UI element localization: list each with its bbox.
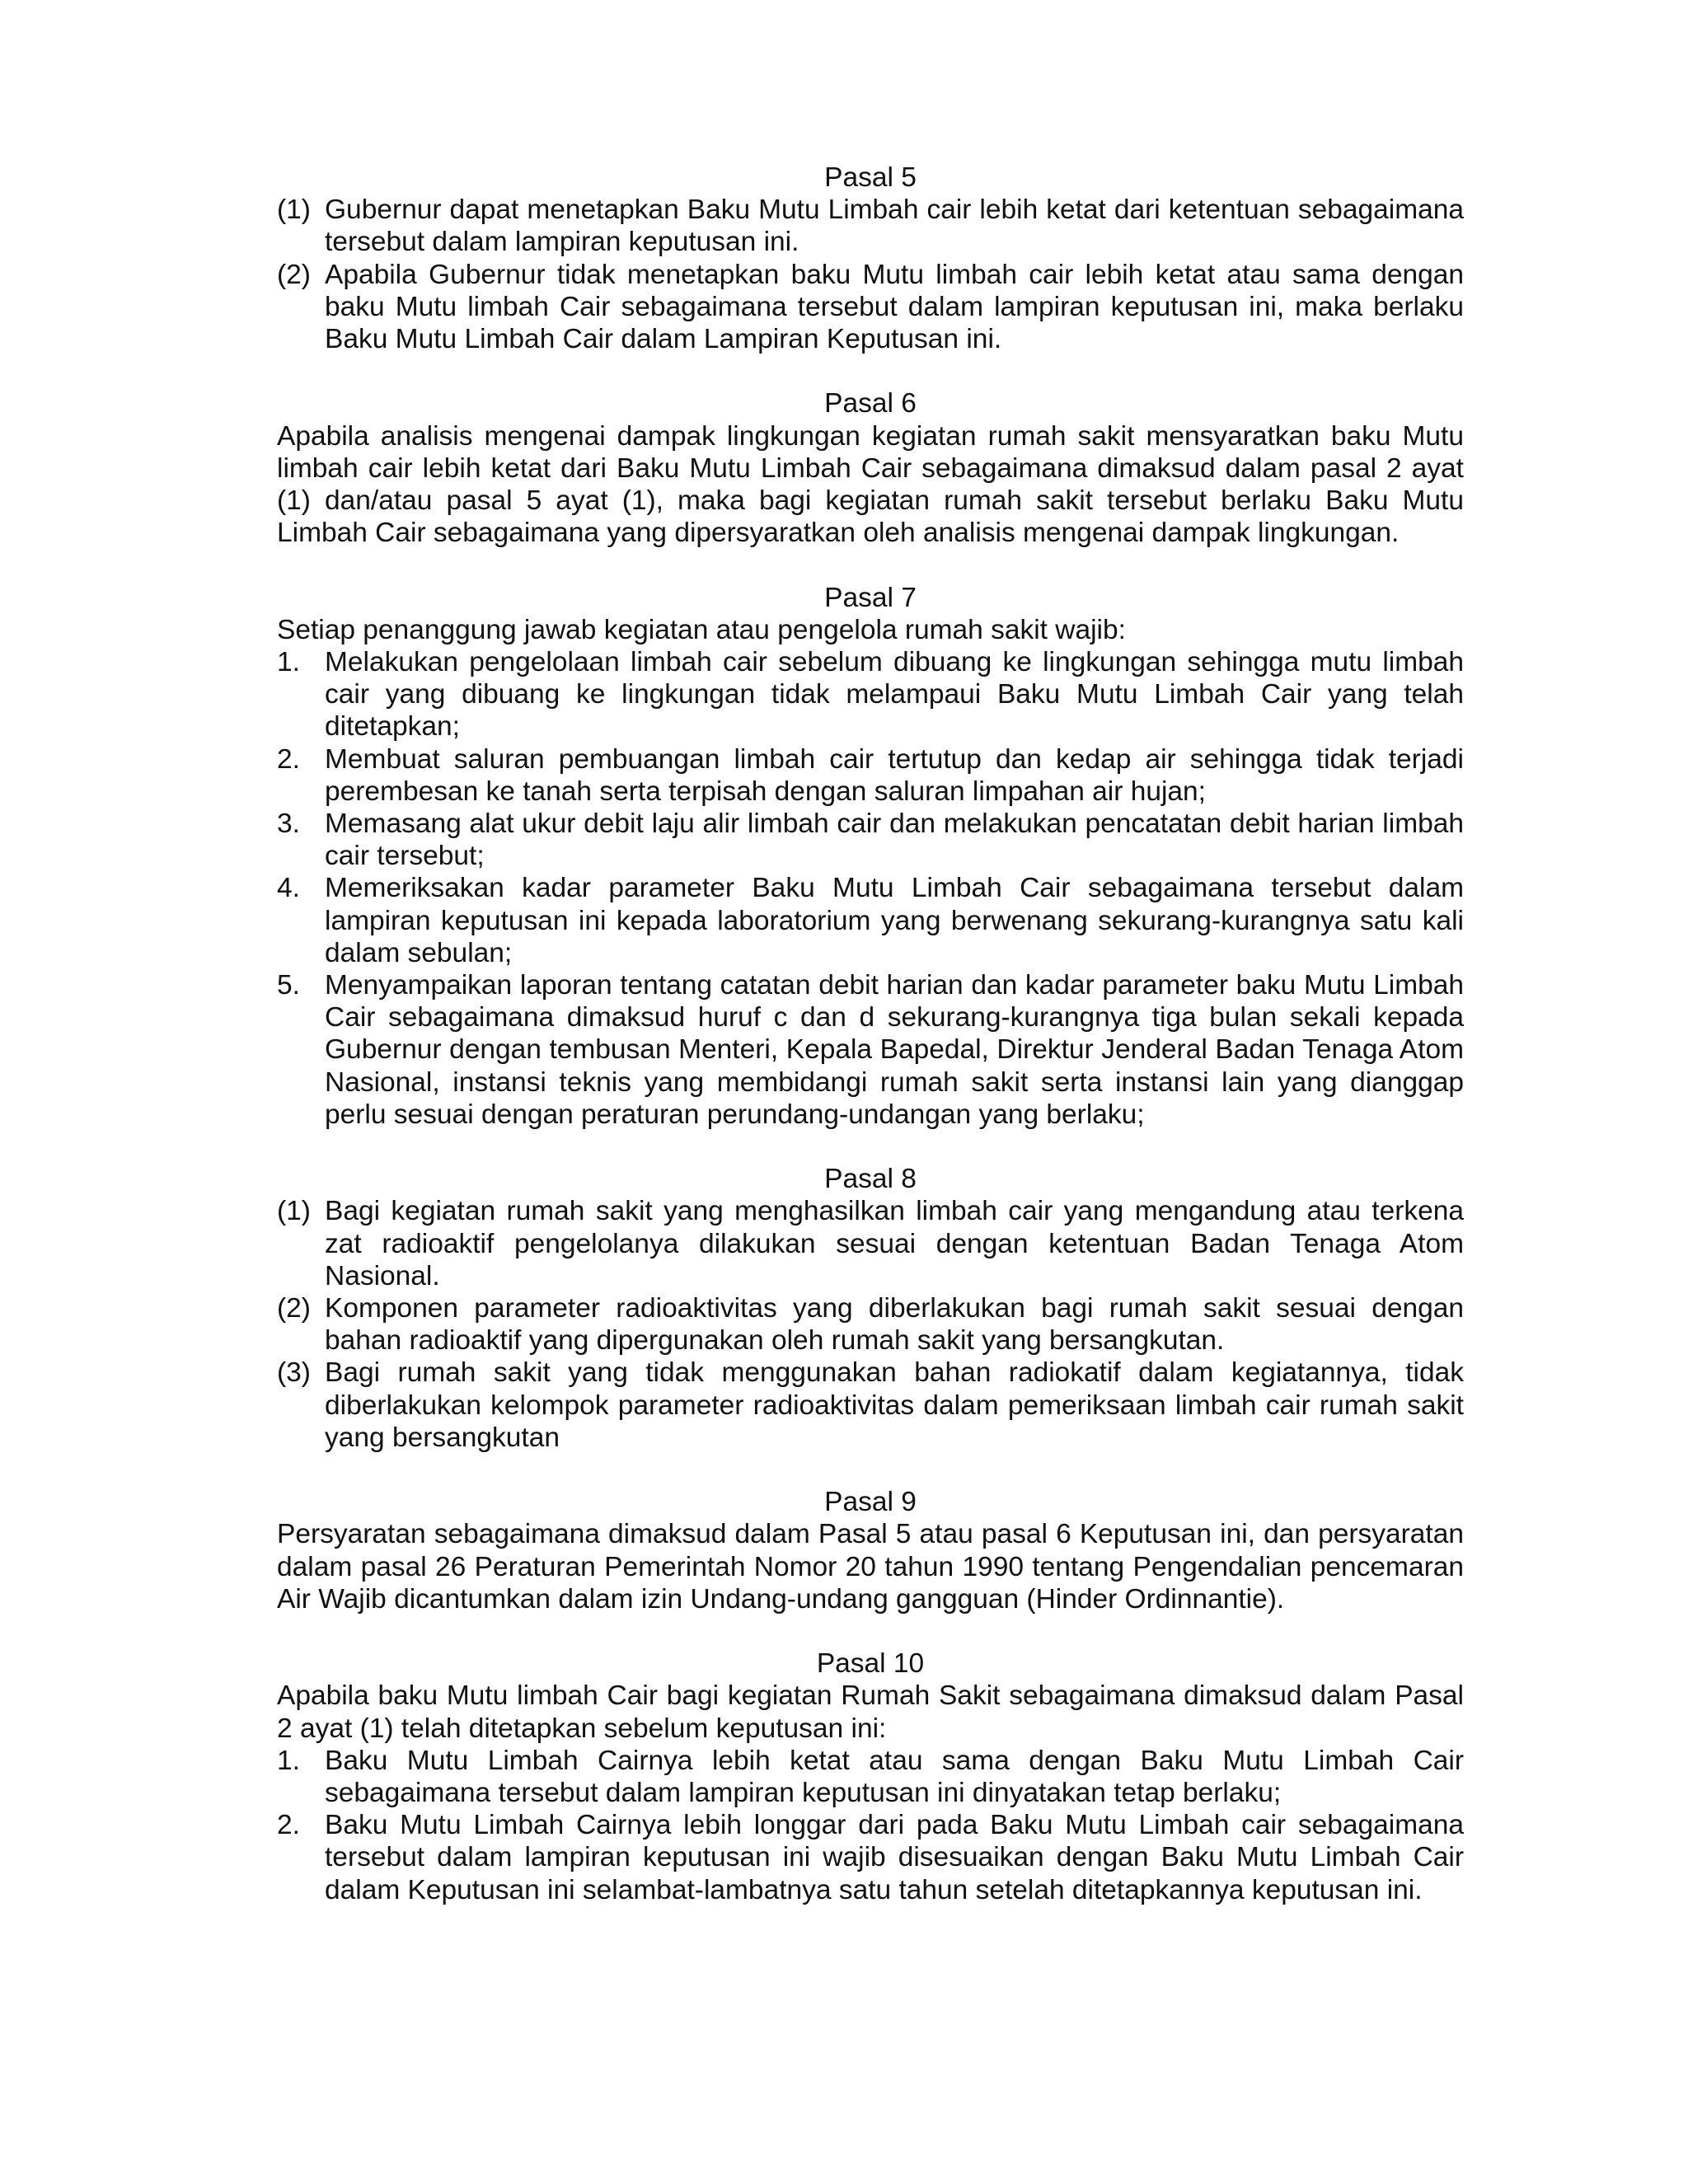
list-item: [277, 1195, 1464, 1292]
list-item: [277, 194, 1464, 258]
item-text: Komponen parameter radioaktivitas yang diberlakukan bagi rumah sakit sesuai dengan bahan radioaktif yang dipergunakan oleh rumah sakit yang bersangkutan.: [325, 1293, 1464, 1357]
article-5: [277, 162, 1464, 355]
item-number: (3): [277, 1357, 311, 1389]
article-6: [277, 387, 1464, 549]
item-number: 4.: [277, 873, 300, 904]
list-item: [277, 808, 1464, 872]
list-item: [277, 259, 1464, 356]
item-text: Memasang alat ukur debit laju alir limbah cair dan melakukan pencatatan debit harian limbah cair tersebut;: [325, 808, 1464, 872]
document-page: [277, 162, 1464, 1938]
list-item: [277, 1745, 1464, 1809]
article-title: Pasal 8: [824, 1164, 917, 1195]
article-title: Pasal 10: [816, 1648, 925, 1680]
article-title: Pasal 5: [824, 162, 917, 193]
article-title: Pasal 6: [824, 388, 917, 419]
item-text: Bagi rumah sakit yang tidak menggunakan bahan radiokatif dalam kegiatannya, tidak diberlakukan kelompok parameter radioaktivitas dalam pemeriksaan limbah cair rumah sakit yang bersangkutan: [325, 1357, 1464, 1453]
article-title: Pasal 7: [824, 582, 917, 613]
item-number: (2): [277, 259, 311, 290]
item-number: 1.: [277, 647, 300, 678]
article-intro: Setiap penanggung jawab kegiatan atau pengelola rumah sakit wajib:: [277, 614, 1126, 645]
article-title: Pasal 9: [824, 1487, 917, 1518]
item-number: 1.: [277, 1745, 300, 1776]
item-number: (1): [277, 194, 311, 226]
item-text: Baku Mutu Limbah Cairnya lebih longgar dari pada Baku Mutu Limbah cair sebagaimana tersebut dalam lampiran keputusan ini wajib disesuaikan dengan Baku Mutu Limbah Cair dalam Keputusan ini selambat-lambatnya satu tahun setelah ditetapkannya keputusan ini.: [325, 1810, 1464, 1905]
list-item: [277, 743, 1464, 808]
list-item: [277, 1292, 1464, 1357]
list-item: [277, 969, 1464, 1131]
item-number: 2.: [277, 1810, 300, 1841]
item-number: 2.: [277, 743, 300, 775]
item-number: 5.: [277, 970, 300, 1001]
item-text: Melakukan pengelolaan limbah cair sebelum dibuang ke lingkungan sehingga mutu limbah cair yang dibuang ke lingkungan tidak melampaui Baku Mutu Limbah Cair yang telah ditetapkan;: [325, 647, 1464, 743]
article-8: [277, 1163, 1464, 1454]
item-number: (2): [277, 1293, 311, 1324]
article-9: [277, 1486, 1464, 1615]
item-text: Baku Mutu Limbah Cairnya lebih ketat atau sama dengan Baku Mutu Limbah Cair sebagaimana tersebut dalam lampiran keputusan ini dinyatakan tetap berlaku;: [325, 1745, 1464, 1809]
item-text: Apabila Gubernur tidak menetapkan baku Mutu limbah cair lebih ketat atau sama dengan baku Mutu limbah Cair sebagaimana tersebut dalam lampiran keputusan ini, maka berlaku Baku Mutu Limbah Cair dalam Lampiran Keputusan ini.: [325, 259, 1464, 355]
list-item: [277, 872, 1464, 969]
list-item: [277, 1809, 1464, 1906]
item-text: Memeriksakan kadar parameter Baku Mutu Limbah Cair sebagaimana tersebut dalam lampiran keputusan ini kepada laboratorium yang berwenang sekurang-kurangnya satu kali dalam sebulan;: [325, 873, 1464, 968]
item-text: Gubernur dapat menetapkan Baku Mutu Limbah cair lebih ketat dari ketentuan sebagaimana tersebut dalam lampiran keputusan ini.: [325, 194, 1464, 258]
list-item: [277, 646, 1464, 743]
item-number: 3.: [277, 808, 300, 840]
item-number: (1): [277, 1196, 311, 1227]
article-intro: Apabila baku Mutu limbah Cair bagi kegiatan Rumah Sakit sebagaimana dimaksud dalam Pasal 2 ayat (1) telah ditetapkan sebelum keputusan ini:: [277, 1680, 1464, 1744]
list-item: [277, 1357, 1464, 1454]
article-10: [277, 1647, 1464, 1906]
item-text: Membuat saluran pembuangan limbah cair tertutup dan kedap air sehingga tidak terjadi perembesan ke tanah serta terpisah dengan saluran limpahan air hujan;: [325, 743, 1464, 807]
article-paragraph: Apabila analisis mengenai dampak lingkungan kegiatan rumah sakit mensyaratkan baku Mutu limbah cair lebih ketat dari Baku Mutu Limbah Cair sebagaimana dimaksud dalam pasal 2 ayat (1) dan/atau pasal 5 ayat (1), maka bagi kegiatan rumah sakit tersebut berlaku Baku Mutu Limbah Cair sebagaimana yang dipersyaratkan oleh analisis mengenai dampak lingkungan.: [277, 420, 1464, 549]
item-text: Menyampaikan laporan tentang catatan debit harian dan kadar parameter baku Mutu Limbah Cair sebagaimana dimaksud huruf c dan d sekurang-kurangnya tiga bulan sekali kepada Gubernur dengan tembusan Menteri, Kepala Bapedal, Direktur Jenderal Badan Tenaga Atom Nasional, instansi teknis yang membidangi rumah sakit serta instansi lain yang dianggap perlu sesuai dengan peraturan perundang-undangan yang berlaku;: [325, 970, 1464, 1130]
article-paragraph: Persyaratan sebagaimana dimaksud dalam Pasal 5 atau pasal 6 Keputusan ini, dan persyaratan dalam pasal 26 Peraturan Pemerintah Nomor 20 tahun 1990 tentang Pengendalian pencemaran Air Wajib dicantumkan dalam izin Undang-undang gangguan (Hinder Ordinnantie).: [277, 1519, 1464, 1615]
item-text: Bagi kegiatan rumah sakit yang menghasilkan limbah cair yang mengandung atau terkena zat radioaktif pengelolanya dilakukan sesuai dengan ketentuan Badan Tenaga Atom Nasional.: [325, 1196, 1464, 1291]
article-7: [277, 582, 1464, 1131]
